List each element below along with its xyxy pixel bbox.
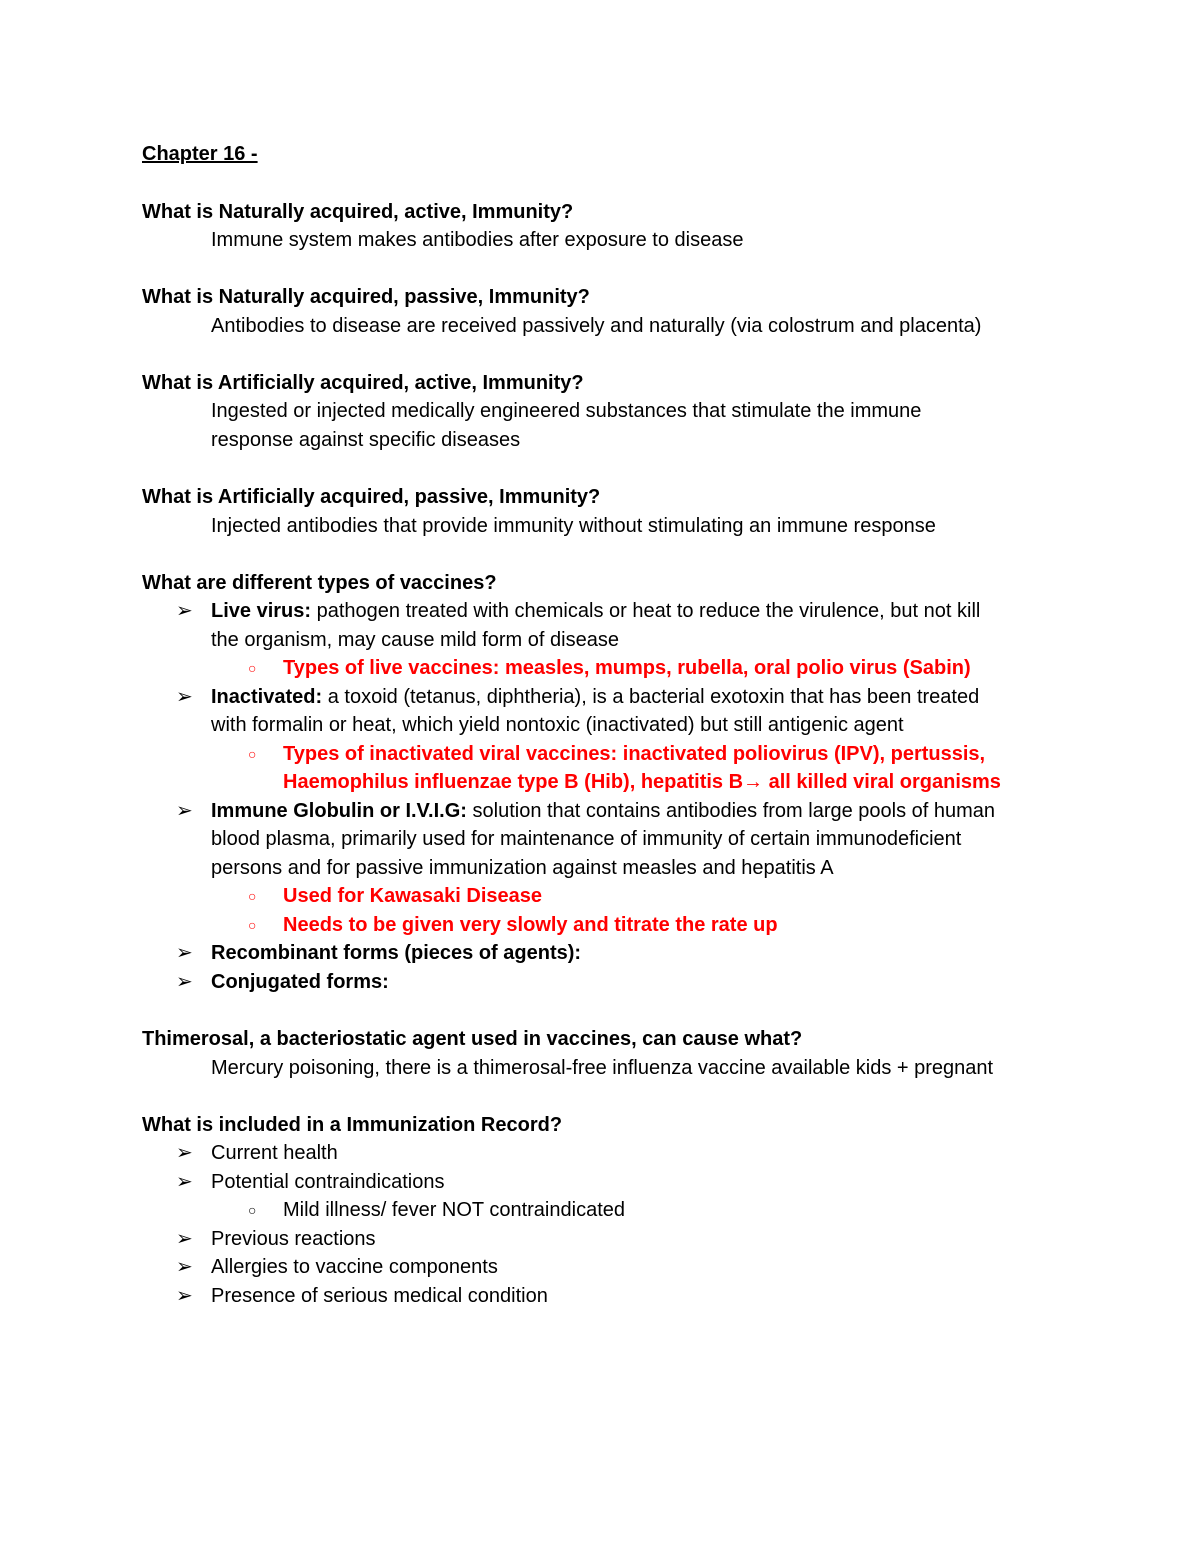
question-vaccine-types: What are different types of vaccines? [142, 572, 497, 594]
circle-bullet-icon: ○ [248, 888, 257, 904]
answer-natural-passive: Antibodies to disease are received passively and naturally (via colostrum and placenta) [211, 315, 982, 337]
inactivated-note-line1: Types of inactivated viral vaccines: inactivated poliovirus (IPV), pertussis, [283, 743, 986, 765]
arrow-bullet-icon: ➢ [176, 1228, 193, 1250]
circle-bullet-icon: ○ [248, 917, 257, 933]
ivig-term: Immune Globulin or I.V.I.G: [211, 800, 467, 822]
answer-natural-active: Immune system makes antibodies after exposure to disease [211, 229, 744, 251]
conjugated-forms: Conjugated forms: [211, 971, 389, 993]
answer-artificial-active-line1: Ingested or injected medically engineered substances that stimulate the immune [211, 400, 922, 422]
arrow-bullet-icon: ➢ [176, 942, 193, 964]
ivig-note1: Used for Kawasaki Disease [283, 885, 543, 907]
record-item: Allergies to vaccine components [211, 1256, 498, 1278]
arrow-bullet-icon: ➢ [176, 1142, 193, 1164]
live-vaccines-note: Types of live vaccines: measles, mumps, rubella, oral polio virus (Sabin) [283, 657, 971, 679]
answer-artificial-passive: Injected antibodies that provide immunity without stimulating an immune response [211, 515, 936, 537]
arrow-bullet-icon: ➢ [176, 1256, 193, 1278]
live-virus-desc2: the organism, may cause mild form of disease [211, 629, 619, 651]
ivig-desc2: blood plasma, primarily used for maintenance of immunity of certain immunodeficient [211, 828, 962, 850]
live-virus-term: Live virus: [211, 600, 312, 622]
question-natural-passive: What is Naturally acquired, passive, Immunity? [142, 286, 590, 308]
ivig-line1 [211, 799, 995, 823]
recombinant-forms: Recombinant forms (pieces of agents): [211, 942, 582, 964]
ivig-desc1: solution that contains antibodies from large pools of human [466, 800, 996, 822]
live-virus-line1 [211, 599, 980, 623]
question-natural-active: What is Naturally acquired, active, Immunity? [142, 201, 574, 223]
circle-bullet-icon: ○ [248, 746, 257, 762]
arrow-bullet-icon: ➢ [176, 800, 193, 822]
question-immunization-record: What is included in a Immunization Record? [142, 1114, 563, 1136]
question-artificial-active: What is Artificially acquired, active, Immunity? [142, 372, 584, 394]
record-item: Previous reactions [211, 1228, 376, 1250]
record-item: Potential contraindications [211, 1171, 445, 1193]
record-item: Current health [211, 1142, 338, 1164]
arrow-bullet-icon: ➢ [176, 600, 193, 622]
record-sub-item: Mild illness/ fever NOT contraindicated [283, 1199, 625, 1221]
inactivated-term: Inactivated: [211, 686, 323, 708]
inactivated-note-line2: Haemophilus influenzae type B (Hib), hepatitis B→ all killed viral organisms [283, 771, 1001, 793]
inactivated-desc1: a toxoid (tetanus, diphtheria), is a bacterial exotoxin that has been treated [322, 686, 980, 708]
ivig-desc3: persons and for passive immunization against measles and hepatitis A [211, 857, 834, 879]
arrow-bullet-icon: ➢ [176, 686, 193, 708]
answer-thimerosal: Mercury poisoning, there is a thimerosal-free influenza vaccine available kids + pregnant [211, 1057, 994, 1079]
circle-bullet-icon: ○ [248, 1202, 257, 1218]
chapter-title: Chapter 16 - [142, 143, 258, 165]
record-item: Presence of serious medical condition [211, 1285, 548, 1307]
arrow-bullet-icon: ➢ [176, 971, 193, 993]
arrow-bullet-icon: ➢ [176, 1285, 193, 1307]
answer-artificial-active-line2: response against specific diseases [211, 429, 521, 451]
ivig-note2: Needs to be given very slowly and titrate the rate up [283, 914, 778, 936]
inactivated-desc2: with formalin or heat, which yield nontoxic (inactivated) but still antigenic agent [211, 714, 904, 736]
question-thimerosal: Thimerosal, a bacteriostatic agent used in vaccines, can cause what? [142, 1028, 803, 1050]
live-virus-desc1: pathogen treated with chemicals or heat to reduce the virulence, but not kill [311, 600, 981, 622]
question-artificial-passive: What is Artificially acquired, passive, Immunity? [142, 486, 601, 508]
circle-bullet-icon: ○ [248, 660, 257, 676]
inactivated-line1 [211, 685, 979, 709]
arrow-bullet-icon: ➢ [176, 1171, 193, 1193]
